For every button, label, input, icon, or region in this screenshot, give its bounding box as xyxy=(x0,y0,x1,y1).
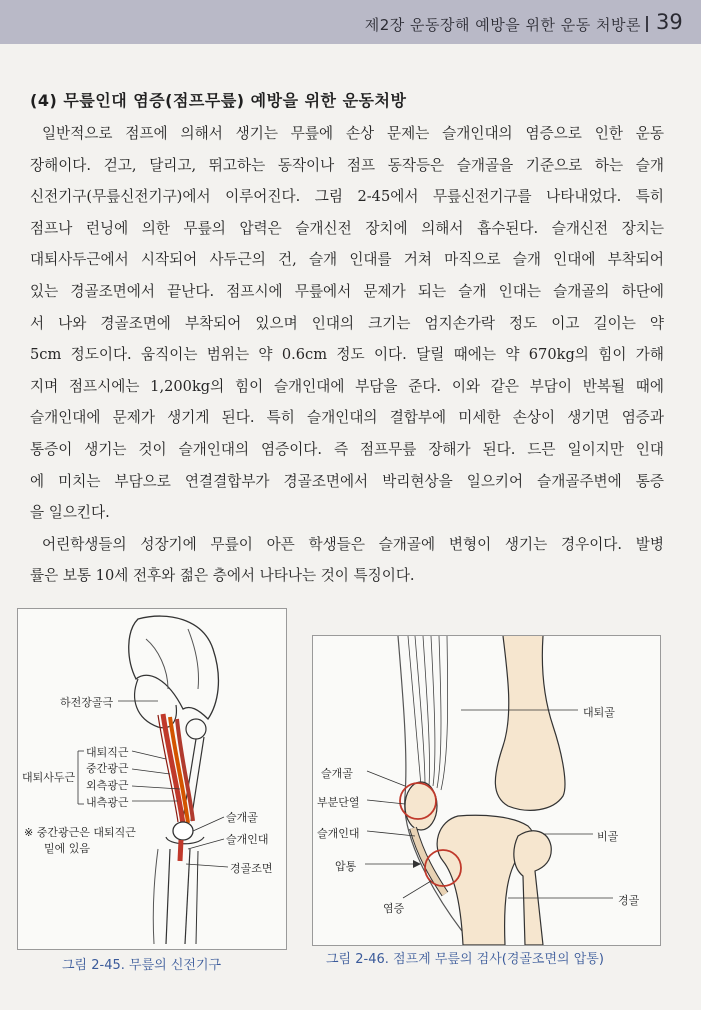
body-line: 신전기구(무릎신전기구)에서 이루어진다. 그림 2-45에서 무릎신전기구를 나타내었다. 특히 xyxy=(30,188,664,206)
body-line: 점프나 런닝에 의한 무릎의 압력은 슬개신전 장치에 의해서 흡수된다. 슬개신전 장치는 xyxy=(30,219,664,237)
body-line: 슬개인대에 문제가 생기게 된다. 특히 슬개인대의 결합부에 미세한 손상이 생기면 염증과 xyxy=(30,409,664,427)
body-line: 률은 보통 10세 전후와 젊은 층에서 나타나는 것이 특징이다. xyxy=(30,567,415,585)
body-line: 있는 경골조면에서 끝난다. 점프시에 무릎에서 문제가 되는 슬개 인대는 슬개골의 하단에 xyxy=(30,282,664,300)
label-tenderness: 압통 xyxy=(335,860,357,873)
label-partial-tear: 부분단열 xyxy=(317,796,360,809)
label-rectus-femoris: 대퇴직근 xyxy=(86,746,129,759)
header-divider xyxy=(646,16,648,32)
body-line: 지며 점프시에는 1,200kg의 힘이 슬개인대에 부담을 준다. 이와 같은 부담이 반복될 때에 xyxy=(30,377,664,395)
label-aiis: 하전장골극 xyxy=(60,696,114,709)
body-line: 을 일으킨다. xyxy=(30,504,110,522)
body-line: 서 나와 경골조면에 부착되어 있으며 인대의 크기는 엄지손가락 정도 이고 길이는 약 xyxy=(30,314,664,332)
label-patellar-ligament: 슬개인대 xyxy=(317,827,360,840)
body-line: 에 미치는 부담으로 연결결합부가 경골조면에서 박리현상을 일으키어 슬개골주변에 통증 xyxy=(30,472,664,490)
label-tibia: 경골 xyxy=(618,894,640,907)
figure-knee-extensor xyxy=(17,608,287,950)
label-vastus-medialis: 내측광근 xyxy=(86,796,129,809)
label-patella: 슬개골 xyxy=(226,811,258,824)
label-tibial-tuberosity: 경골조면 xyxy=(230,862,273,875)
chapter-title: 제2장 운동장해 예방을 위한 운동 처방론 xyxy=(364,16,641,34)
body-line: 장해이다. 걷고, 달리고, 뛰고하는 동작이나 점프 동작등은 슬개골을 기준으로 하는 슬개 xyxy=(30,156,664,174)
label-patellar-ligament: 슬개인대 xyxy=(226,833,269,846)
figure-jumper-knee xyxy=(312,635,661,946)
body-line: 통증이 생기는 것이 슬개인대의 염증이다. 즉 점프무릎 장해가 된다. 드믄 일이지만 인대 xyxy=(30,440,664,458)
body-line: 일반적으로 점프에 의해서 생기는 무릎에 손상 문제는 슬개인대의 염증으로 인한 운동 xyxy=(42,125,664,142)
label-vastus-lateralis: 외측광근 xyxy=(86,779,129,792)
body-text xyxy=(30,118,664,592)
note-line-1: ※ 중간광근은 대퇴직근 xyxy=(24,826,136,839)
label-inflammation: 염증 xyxy=(383,902,405,915)
note-line-2: 밑에 있음 xyxy=(44,842,91,855)
page-number: 39 xyxy=(656,10,683,34)
label-patella: 슬개골 xyxy=(321,767,353,780)
label-quadriceps: 대퇴사두근 xyxy=(22,771,76,784)
body-line: 5cm 정도이다. 움직이는 범위는 약 0.6cm 정도 이다. 달릴 때에는 약 670kg의 힘이 가해 xyxy=(30,346,664,364)
body-line: 어린학생들의 성장기에 무릎이 아픈 학생들은 슬개골에 변형이 생기는 경우이다. 발병 xyxy=(42,535,664,553)
body-line: 대퇴사두근에서 시작되어 사두근의 건, 슬개 인대를 거쳐 마직으로 슬개 인대에 부착되어 xyxy=(30,251,664,269)
jumper-knee-illustration xyxy=(313,636,660,945)
label-fibula: 비골 xyxy=(597,830,619,843)
figure-46-caption: 그림 2-46. 점프계 무릎의 검사(경골조면의 압통) xyxy=(326,952,604,967)
section-heading: (4) 무릎인대 염증(점프무릎) 예방을 위한 운동처방 xyxy=(30,91,407,110)
label-femur: 대퇴골 xyxy=(583,706,615,719)
label-vastus-intermedius: 중간광근 xyxy=(86,762,129,775)
figure-45-caption: 그림 2-45. 무릎의 신전기구 xyxy=(62,958,222,973)
